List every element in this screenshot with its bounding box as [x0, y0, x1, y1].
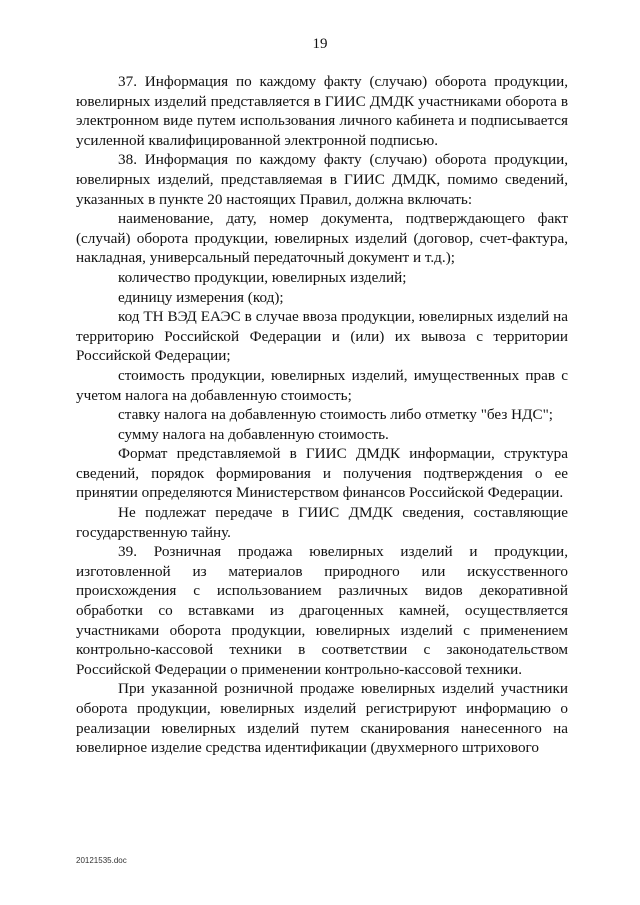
- list-item-tn-ved-code: код ТН ВЭД ЕАЭС в случае ввоза продукции, ювелирных изделий на территорию Российской Федерации и (или) их вывоза с территории Российской Федерации;: [76, 308, 568, 365]
- list-item-cost: стоимость продукции, ювелирных изделий, имущественных прав с учетом налога на добавленную стоимость;: [76, 366, 568, 404]
- paragraph-format: Формат представляемой в ГИИС ДМДК информации, структура сведений, порядок формирования и получения подтверждения о ее принятии определяются Министерством финансов Российской Федерации.: [76, 445, 568, 502]
- paragraph-state-secret: Не подлежат передаче в ГИИС ДМДК сведения, составляющие государственную тайну.: [76, 504, 568, 541]
- paragraph-37: 37. Информация по каждому факту (случаю) оборота продукции, ювелирных изделий представляется в ГИИС ДМДК участниками оборота в электронном виде путем использования личного кабинета и подписывается усиленной квалифицированной электронной подписью.: [76, 73, 568, 149]
- paragraph-38: 38. Информация по каждому факту (случаю) оборота продукции, ювелирных изделий, представляемая в ГИИС ДМДК, помимо сведений, указанных в пункте 20 настоящих Правил, должна включать:: [76, 151, 568, 208]
- paragraph-39: 39. Розничная продажа ювелирных изделий и продукции, изготовленной из материалов природного или искусственного происхождения с использованием различных видов декоративной обработки со вставками из драгоценных камней, осуществляется участниками оборота продукции, ювелирных изделий с применением контрольно-кассовой техники в соответствии с законодательством Российской Федерации о применении контрольно-кассовой техники.: [76, 543, 568, 678]
- list-item-document-name: наименование, дату, номер документа, подтверждающего факт (случай) оборота продукции, ювелирных изделий (договор, счет-фактура, накладная, универсальный передаточный документ и т.д.);: [76, 210, 568, 267]
- list-item-unit: единицу измерения (код);: [118, 288, 284, 306]
- document-body: [76, 72, 568, 758]
- page-number: 19: [312, 36, 328, 52]
- list-item-vat-rate: ставку налога на добавленную стоимость либо отметку "без НДС";: [118, 406, 554, 424]
- list-item-quantity: количество продукции, ювелирных изделий;: [118, 268, 407, 286]
- paragraph-retail-registration: При указанной розничной продаже ювелирных изделий участники оборота продукции, ювелирных изделий регистрируют информацию о реализации ювелирных изделий путем сканирования нанесенного на ювелирное изделие средства идентификации (двухмерного штрихового: [76, 680, 568, 757]
- list-item-vat-amount: сумму налога на добавленную стоимость.: [118, 425, 389, 443]
- footer-file-code: 20121535.doc: [76, 856, 127, 865]
